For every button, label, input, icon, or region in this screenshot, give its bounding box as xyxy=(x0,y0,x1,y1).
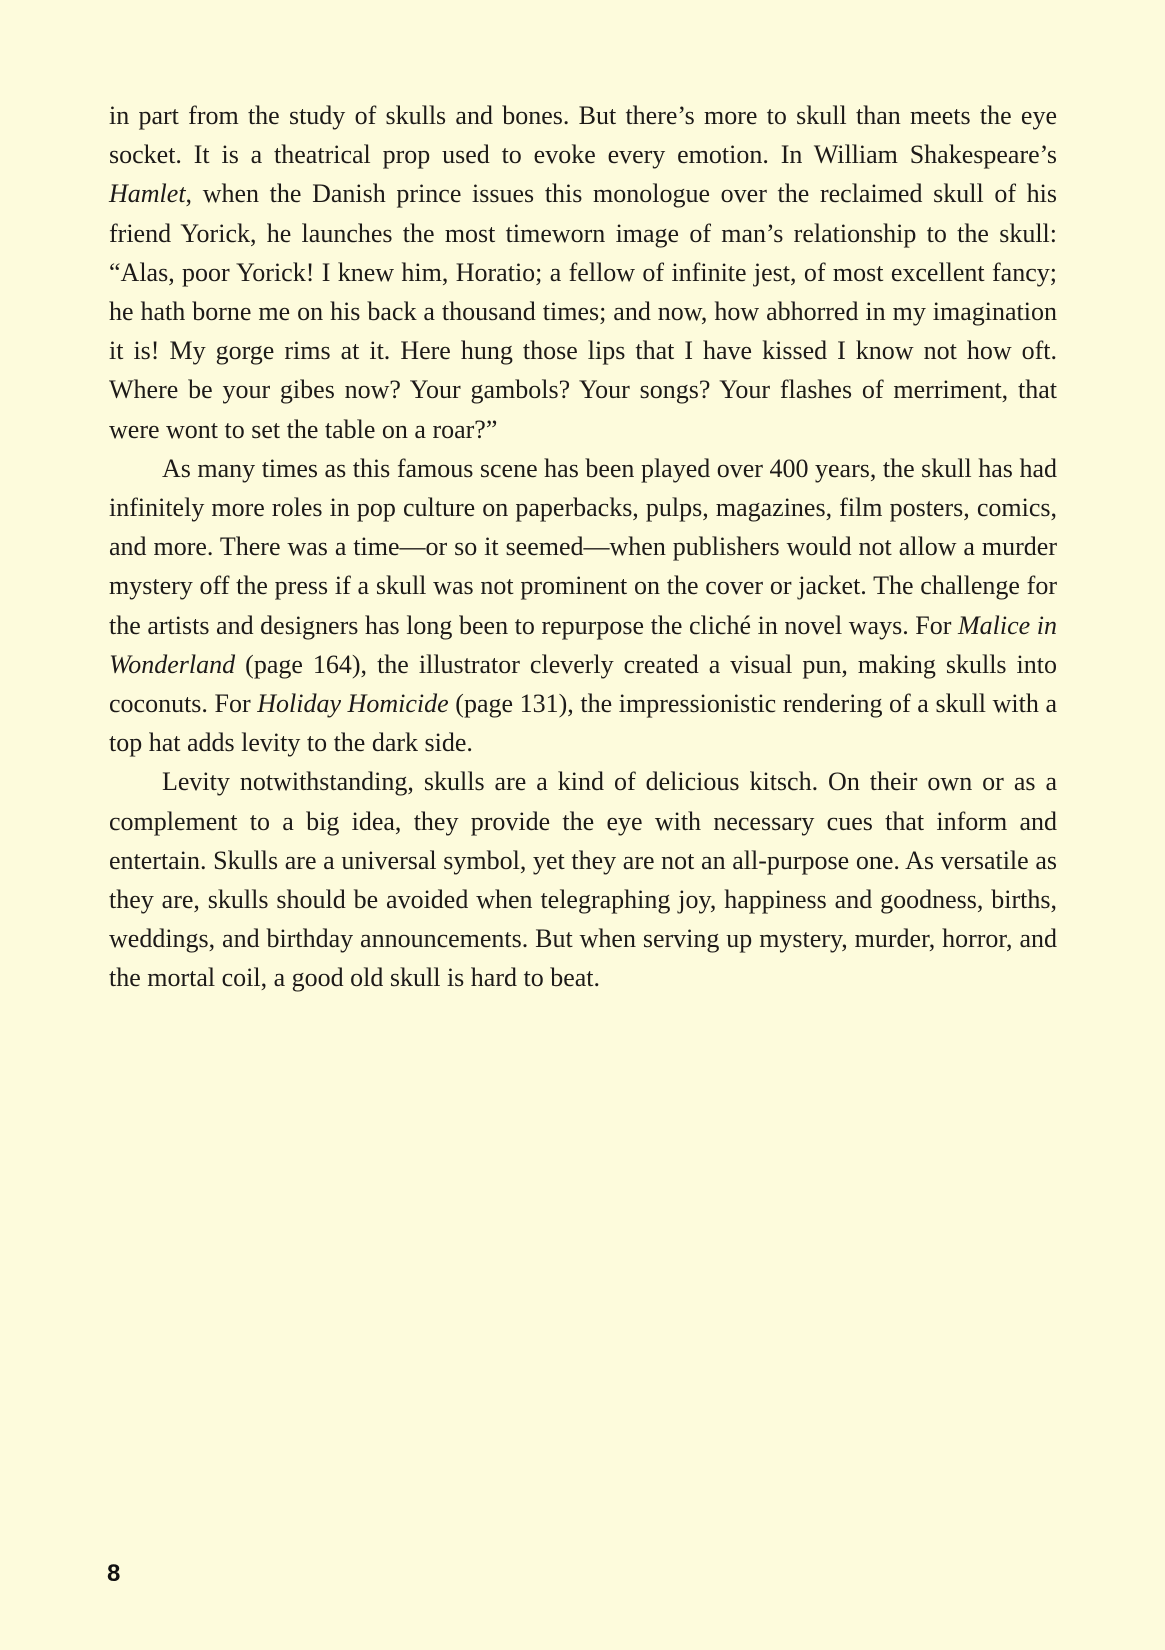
text-span: Levity notwithstanding, skulls are a kind of delicious kitsch. On their own or as a complement to a big idea, they provide the eye with necessary cues that inform and entertain. Skulls are a universal symbol, yet they are not an all-purpose one. As versatile as they are, skulls should be avoided when telegraphing joy, happiness and goodness, births, weddings, and birthday announcements. But when serving up mystery, murder, horror, and the mortal coil, a good old skull is hard to beat. xyxy=(109,767,1057,993)
paragraph-1 xyxy=(109,96,1057,449)
text-span: (page 131), the impressionistic rendering of a skull with a top hat adds levity to the dark side. xyxy=(109,689,1057,758)
italic-title-malice-in-wonderland: Malice in Wonderland xyxy=(109,610,1057,679)
text-span: , when the Danish prince issues this monologue over the reclaimed skull of his friend Yorick, he launches the most timeworn image of man’s relationship to the skull: “Alas, poor Yorick! I knew him, Horatio; a fellow of infinite jest, of most excellent fancy; he hath borne me on his back a thousand times; and now, how abhorred in my imagination it is! My gorge rims at it. Here hung those lips that I have kissed I know not how oft. Where be your gibes now? Your gambols? Your songs? Your flashes of merriment, that were wont to set the table on a roar?” xyxy=(109,179,1057,444)
text-span: (page 164), the illustrator cleverly created a visual pun, making skulls into coconuts. For xyxy=(109,649,1057,719)
text-span: in part from the study of skulls and bones. But there’s more to skull than meets the eye socket. It is a theatrical prop used to evoke every emotion. In William Shakespeare’s xyxy=(109,101,1057,170)
italic-title-holiday-homicide: Holiday Homicide xyxy=(257,689,449,719)
paragraph-2 xyxy=(109,449,1057,763)
body-text xyxy=(109,96,1057,998)
text-span: As many times as this famous scene has been played over 400 years, the skull has had infinitely more roles in pop culture on paperbacks, pulps, magazines, film posters, comics, and more. There was a time—or so it seemed—when publishers would not allow a murder mystery off the press if a skull was not prominent on the cover or jacket. The challenge for the artists and designers has long been to repurpose the cliché in novel ways. For xyxy=(109,453,1057,640)
page-number: 8 xyxy=(107,1560,121,1587)
italic-title-hamlet: Hamlet xyxy=(109,179,186,209)
paragraph-3 xyxy=(109,762,1057,997)
